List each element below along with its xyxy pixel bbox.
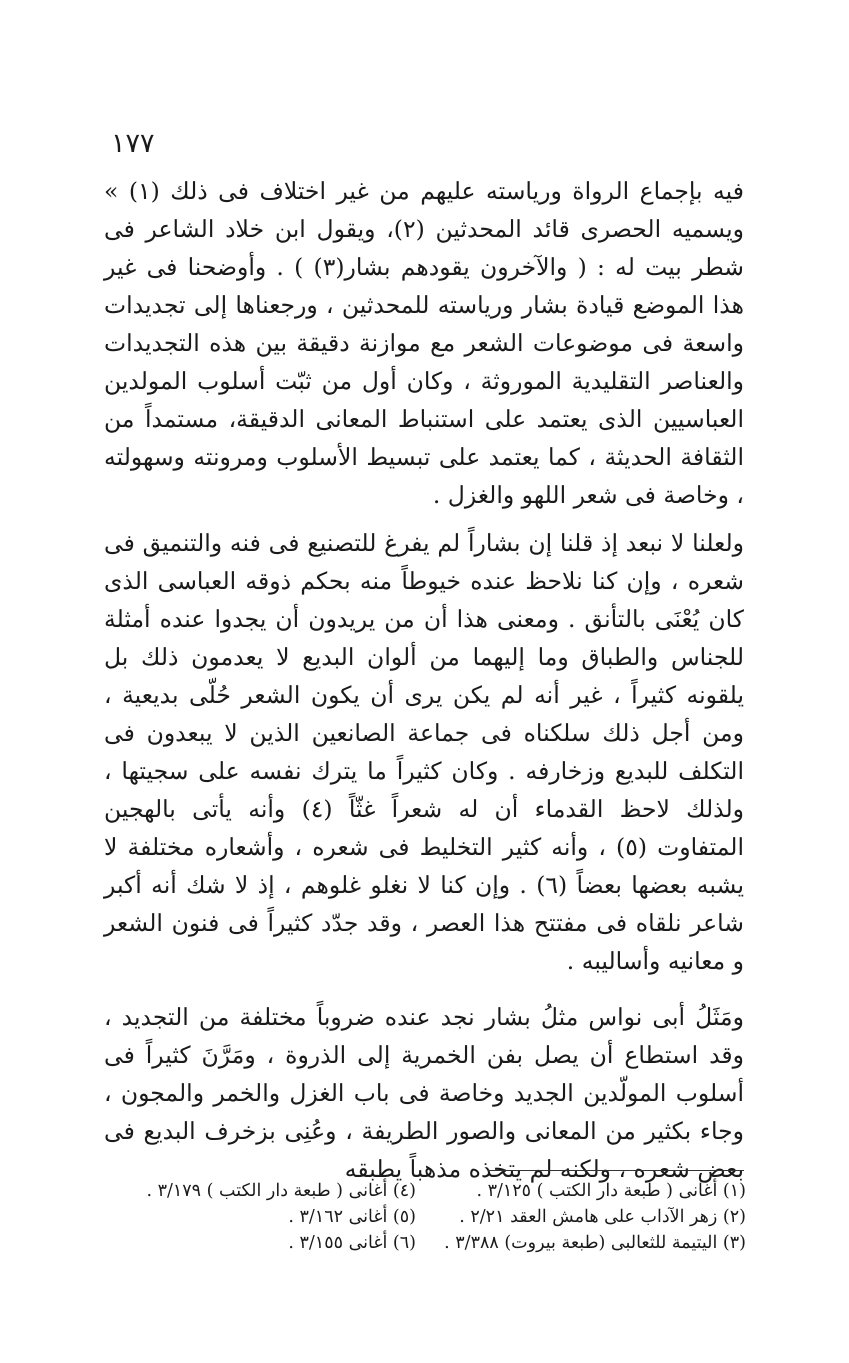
footnote: (٤) أغانى ( طبعة دار الكتب ) ٣/١٧٩ . (146, 1181, 416, 1201)
paragraph: ولعلنا لا نبعد إذ قلنا إن بشاراً لم يفرغ للتصنيع فى فنه والتنميق فى شعره ، وإن كنا نلاحظ عنده خيوطاً منه بحكم ذوقه العباسى الذى كان يُعْنَى بالتأنق . ومعنى هذا أن من يريدون أن يجدوا عنده أمثلة للجناس والطباق وما إليهما من ألوان البديع لا يعدمون ذلك بل يلقونه كثيراً ، غير أنه لم يكن يرى أن يكون الشعر حُلّى بديعية ، ومن أجل ذلك سلكناه فى جماعة الصانعين الذين لا يبعدون فى التكلف للبديع وزخارفه . وكان كثيراً ما يترك نفسه على سجيتها ، ولذلك لاحظ القدماء أن له شعراً غثّاً (٤) وأنه يأتى بالهجين المتفاوت (٥) ، وأنه كثير التخليط فى شعره ، وأشعاره مختلفة لا يشبه بعضها بعضاً (٦) . وإن كنا لا نغلو غلوهم ، إذ لا شك أنه أكبر شاعر نلقاه فى مفتتح هذا العصر ، وقد جدّد كثيراً فى فنون الشعر و معانيه وأساليبه . (104, 529, 744, 975)
footnotes-column-left (110, 1178, 416, 1256)
paragraph: ومَثَلُ أبى نواس مثلُ بشار نجد عنده ضروباً مختلفة من التجديد ، وقد استطاع أن يصل بفن الخمرية إلى الذروة ، ومَرَّنَ كثيراً فى أسلوب المولّدين الجديد وخاصة فى باب الغزل والخمر والمجون ، وجاء بكثير من المعانى والصور الطريفة ، وعُنِى بزخرف البديع فى بعض شعره ، ولكنه لم يتخذه مذهباً يطبقه (104, 1003, 744, 1183)
footnotes-column-right (440, 1178, 746, 1256)
footnote: (٢) زهر الآداب على هامش العقد ٢/٢١ . (459, 1207, 746, 1227)
footnote-divider (488, 1170, 744, 1171)
footnote: (٦) أغانى ٣/١٥٥ . (288, 1233, 416, 1253)
footnote: (٥) أغانى ٣/١٦٢ . (288, 1207, 416, 1227)
body-text (104, 172, 744, 1188)
footnote: (١) أغانى ( طبعة دار الكتب ) ٣/١٢٥ . (476, 1181, 746, 1201)
footnotes (110, 1178, 746, 1256)
page-number: ١٧٧ (111, 128, 155, 159)
paragraph: فيه بإجماع الرواة ورياسته عليهم من غير اختلاف فى ذلك (١) » ويسميه الحصرى قائد المحدثين (٢)، ويقول ابن خلاد الشاعر فى شطر بيت له : ( والآخرون يقودهم بشار(٣) ) . وأوضحنا فى غير هذا الموضع قيادة بشار ورياسته للمحدثين ، ورجعناها إلى تجديدات واسعة فى موضوعات الشعر مع موازنة دقيقة بين هذه التجديدات والعناصر التقليدية الموروثة ، وكان أول من ثبّت أسلوب المولدين العباسيين الذى يعتمد على استنباط المعانى الدقيقة، مستمداً من الثقافة الحديثة ، كما يعتمد على تبسيط الأسلوب ومرونته وسهولته ، وخاصة فى شعر اللهو والغزل . (104, 177, 744, 509)
footnote: (٣) اليتيمة للثعالبى (طبعة بيروت) ٣/٣٨٨ . (444, 1233, 746, 1253)
